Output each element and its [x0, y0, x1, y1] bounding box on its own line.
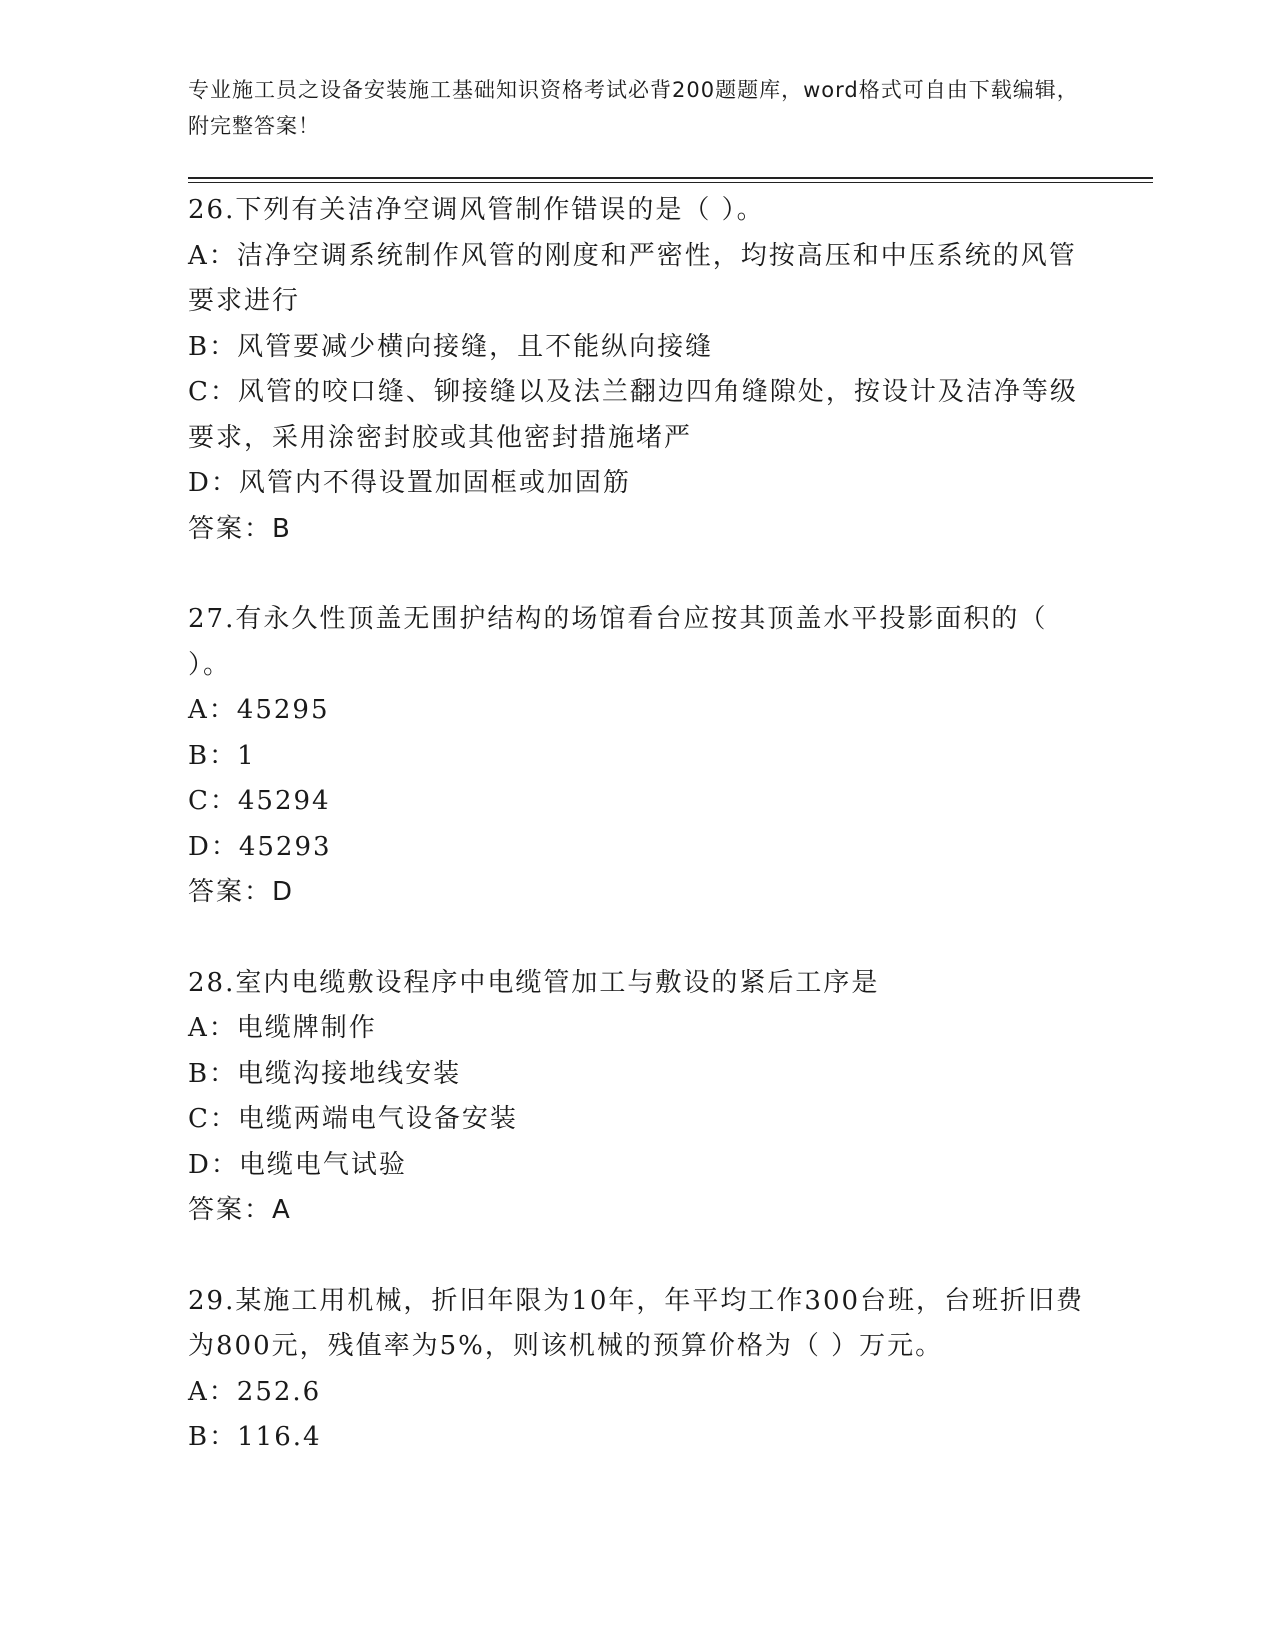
question-29 — [188, 1279, 1088, 1461]
question-text: 29.某施工用机械，折旧年限为10年，年平均工作300台班，台班折旧费为800元，残值率为5%，则该机械的预算价格为（ ）万元。 — [188, 1285, 1085, 1361]
question-text: 26.下列有关洁净空调风管制作错误的是（ ）。 — [188, 195, 765, 225]
option-d: D：风管内不得设置加固框或加固筋 — [188, 468, 631, 498]
option-a: A：电缆牌制作 — [188, 1013, 377, 1043]
header-divider-thin — [188, 182, 1153, 183]
question-27 — [188, 597, 1088, 916]
answer-text: 答案：A — [188, 1195, 292, 1225]
option-b: B：风管要减少横向接缝，且不能纵向接缝 — [188, 331, 714, 362]
header-divider-thick — [188, 177, 1153, 179]
question-26 — [188, 188, 1088, 552]
option-a: A：45295 — [188, 695, 330, 725]
question-list — [188, 188, 1088, 1506]
answer-text: 答案：D — [188, 877, 295, 907]
answer-text: 答案：B — [188, 513, 292, 544]
question-28 — [188, 961, 1088, 1234]
option-c: C：电缆两端电气设备安装 — [188, 1104, 518, 1134]
option-b: B：116.4 — [188, 1422, 322, 1452]
option-c: C：风管的咬口缝、铆接缝以及法兰翻边四角缝隙处，按设计及洁净等级要求，采用涂密封胶或其他密封措施堵严 — [188, 377, 1078, 453]
option-d: D：电缆电气试验 — [188, 1149, 407, 1180]
option-a: A：洁净空调系统制作风管的刚度和严密性，均按高压和中压系统的风管要求进行 — [188, 240, 1077, 316]
document-header: 专业施工员之设备安装施工基础知识资格考试必背200题题库，word格式可自由下载编辑，附完整答案！ — [188, 78, 1079, 138]
option-b: B：电缆沟接地线安装 — [188, 1058, 462, 1089]
option-d: D：45293 — [188, 831, 332, 862]
option-b: B：1 — [188, 740, 256, 771]
option-a: A：252.6 — [188, 1376, 322, 1407]
question-text: 28.室内电缆敷设程序中电缆管加工与敷设的紧后工序是 — [188, 967, 880, 998]
option-c: C：45294 — [188, 786, 331, 816]
question-text: 27.有永久性顶盖无围护结构的场馆看台应按其顶盖水平投影面积的（ ）。 — [188, 604, 1048, 680]
